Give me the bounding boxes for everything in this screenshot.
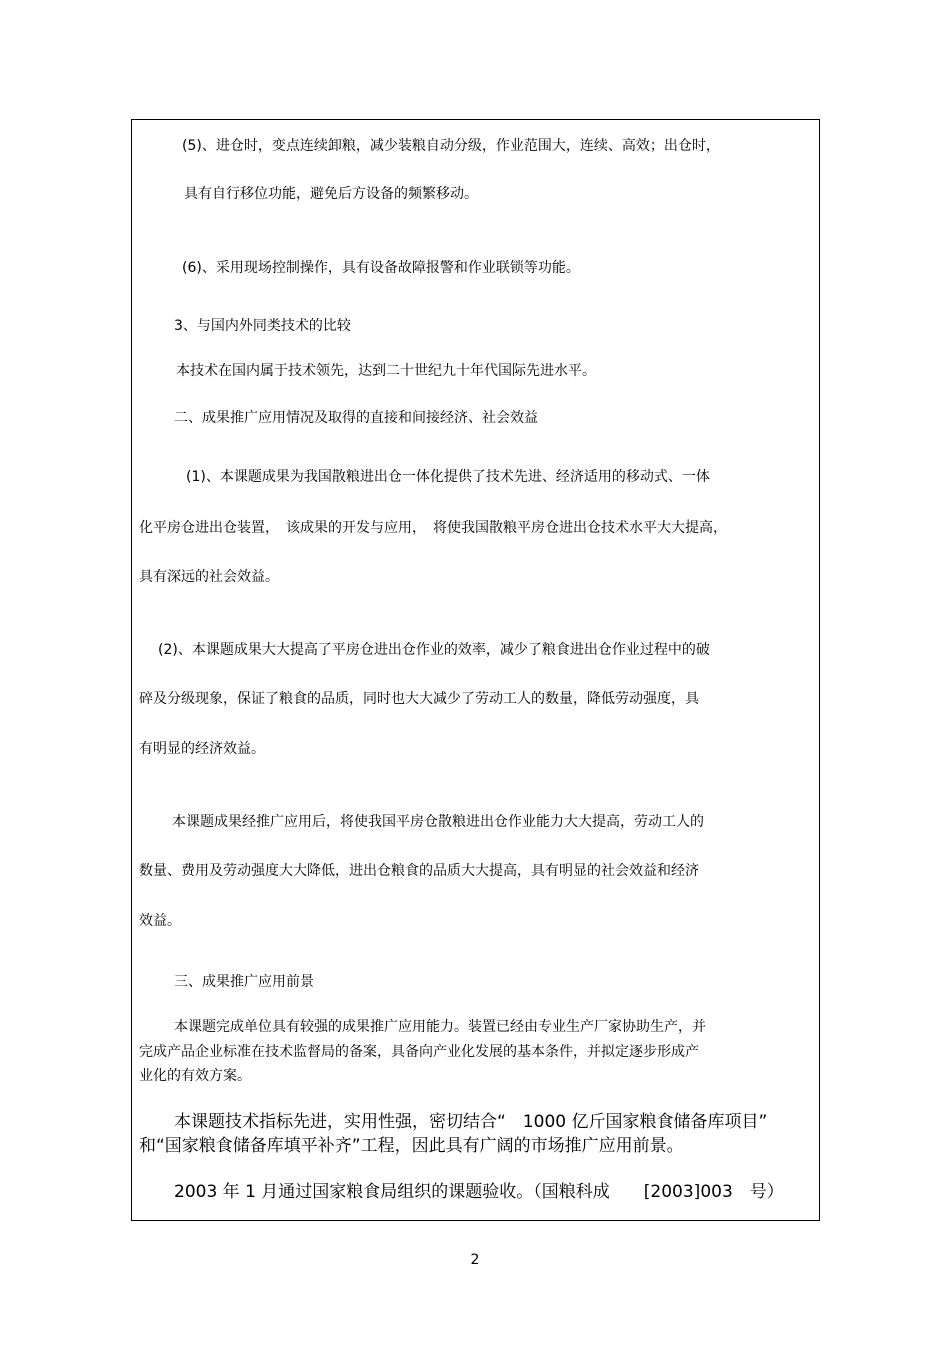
text-line: 具有深远的社会效益。 — [139, 569, 279, 585]
text-line: 有明显的经济效益。 — [139, 741, 265, 757]
text-line: 数量、费用及劳动强度大大降低，进出仓粮食的品质大大提高，具有明显的社会效益和经济 — [139, 863, 699, 879]
text-line: 本技术在国内属于技术领先，达到二十世纪九十年代国际先进水平。 — [176, 363, 596, 379]
text-line: 业化的有效方案。 — [139, 1068, 251, 1084]
text-line: (1)、本课题成果为我国散粮进出仓一体化提供了技术先进、经济适用的移动式、一体 — [186, 469, 710, 485]
text-line: (5)、进仓时，变点连续卸粮，减少装粮自动分级，作业范围大，连续、高效；出仓时， — [182, 138, 720, 154]
text-line: 具有自行移位功能，避免后方设备的频繁移动。 — [184, 186, 478, 202]
text-line: 本课题成果经推广应用后，将使我国平房仓散粮进出仓作业能力大大提高，劳动工人的 — [172, 814, 704, 830]
page-number: 2 — [470, 1252, 480, 1268]
text-line: 2003 年 1 月通过国家粮食局组织的课题验收。（国粮科成 [2003]003 号） — [174, 1182, 784, 1202]
text-line: 和“国家粮食储备库填平补齐”工程，因此具有广阔的市场推广应用前景。 — [139, 1136, 684, 1156]
text-line: 完成产品企业标准在技术监督局的备案，具备向产业化发展的基本条件，并拟定逐步形成产 — [139, 1044, 699, 1060]
text-line: (6)、采用现场控制操作，具有设备故障报警和作业联锁等功能。 — [182, 260, 580, 276]
text-line: 碎及分级现象，保证了粮食的品质，同时也大大减少了劳动工人的数量，降低劳动强度，具 — [139, 691, 699, 707]
section-heading: 二、成果推广应用情况及取得的直接和间接经济、社会效益 — [174, 410, 538, 426]
text-line: 化平房仓进出仓装置， 该成果的开发与应用， 将使我国散粮平房仓进出仓技术水平大大提高， — [139, 520, 727, 536]
text-line: (2)、本课题成果大大提高了平房仓进出仓作业的效率，减少了粮食进出仓作业过程中的破 — [158, 642, 710, 658]
text-line: 本课题技术指标先进，实用性强，密切结合“ 1000 亿斤国家粮食储备库项目” — [174, 1112, 768, 1132]
section-heading: 3、与国内外同类技术的比较 — [174, 318, 351, 334]
text-line: 效益。 — [139, 913, 181, 929]
text-line: 本课题完成单位具有较强的成果推广应用能力。装置已经由专业生产厂家协助生产，并 — [174, 1019, 706, 1035]
section-heading: 三、成果推广应用前景 — [174, 974, 314, 990]
